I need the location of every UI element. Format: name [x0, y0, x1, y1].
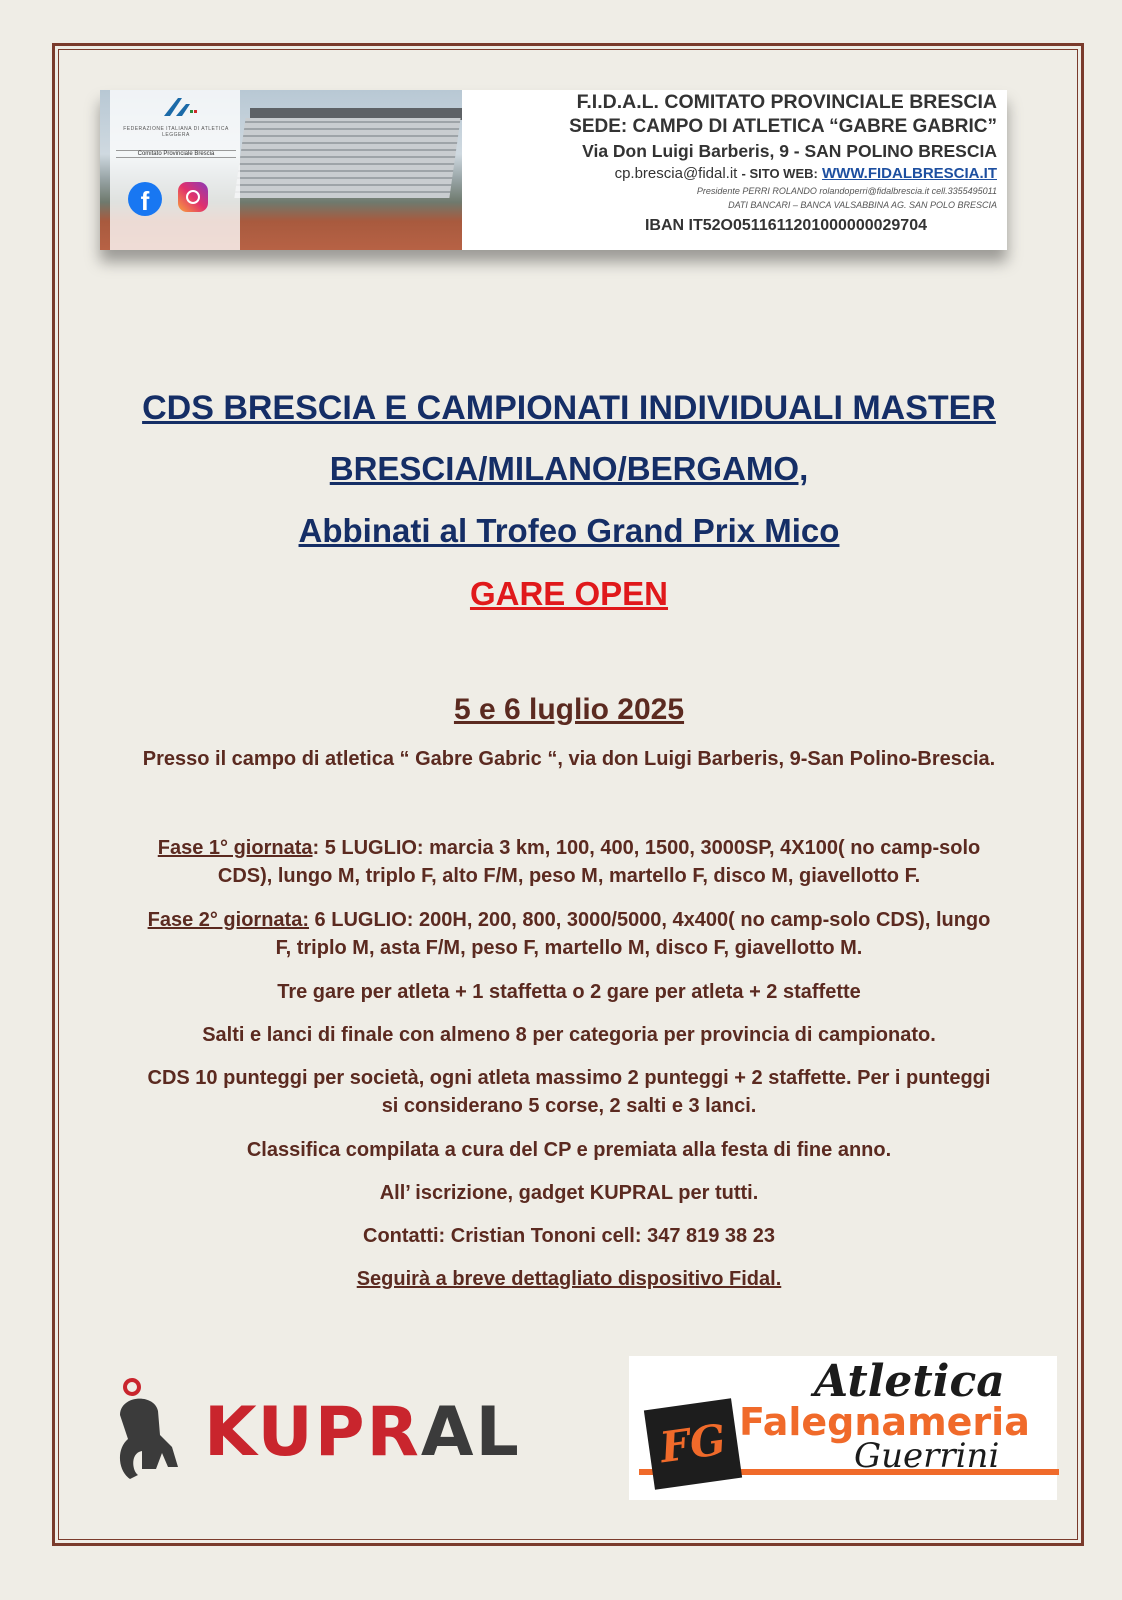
rule-4: Classifica compilata a cura del CP e premiata alla festa di fine anno. [246, 1139, 892, 1161]
fidal-logo-icon [160, 96, 200, 118]
stand [234, 118, 460, 198]
guerrini-logo [629, 1356, 1057, 1500]
rule-1: Tre gare per atleta + 1 staffetta o 2 gare per atleta + 2 staffette [277, 981, 861, 1003]
elephant-icon [112, 1375, 192, 1485]
banner-bank: DATI BANCARI – BANCA VALSABBINA AG. SAN POLO BRESCIA [728, 200, 997, 210]
kupral-part-2: AL [420, 1393, 521, 1472]
title-trophy: Abbinati al Trofeo Grand Prix Mico [298, 512, 840, 549]
banner-iban: IBAN IT52O0511611201000000029704 [644, 217, 927, 234]
venue-text: Presso il campo di atletica “ Gabre Gabric “, via don Luigi Barberis, 9-San Polino-Brescia. [142, 748, 996, 770]
rule-3b: si considerano 5 corse, 2 salti e 3 lanci. [381, 1095, 757, 1117]
day2-line-2: F, triplo M, asta F/M, peso F, martello M, disco F, giavellotto M. [275, 937, 863, 959]
title-open: GARE OPEN [469, 575, 669, 612]
federation-panel [110, 90, 240, 250]
guerrini-atletica: Atletica [814, 1356, 1005, 1407]
kupral-part-1: KUPR [204, 1393, 421, 1472]
rule-2: Salti e lanci di finale con almeno 8 per categoria per provincia di campionato. [202, 1024, 936, 1046]
title-cities: BRESCIA/MILANO/BERGAMO, [329, 450, 809, 487]
banner-line-3: Via Don Luigi Barberis, 9 - SAN POLINO BRESCIA [582, 141, 997, 161]
rule-5: All’ iscrizione, gadget KUPRAL per tutti. [379, 1182, 759, 1204]
instagram-icon[interactable] [178, 182, 208, 212]
header-banner [100, 90, 1007, 250]
facebook-icon[interactable]: f [128, 182, 162, 216]
day1-text-a: : 5 LUGLIO: marcia 3 km, 100, 400, 1500, 3000SP, 4X100( no camp-solo [312, 837, 981, 859]
inner-frame [58, 49, 1078, 1540]
site-label: - SITO WEB: [741, 166, 818, 181]
day1-line-2: CDS), lungo M, triplo F, alto F/M, peso M, martello F, disco M, giavellotto F. [217, 865, 921, 887]
guerrini-falegnameria: Falegnameria [739, 1400, 1030, 1444]
day1-label: Fase 1° giornata [157, 837, 313, 859]
rule-6: Contatti: Cristian Tononi cell: 347 819 38 23 [363, 1225, 775, 1247]
banner-president: Presidente PERRI ROLANDO rolandoperri@fidalbrescia.it cell.3355495011 [696, 186, 997, 196]
day2-text-a: 6 LUGLIO: 200H, 200, 800, 3000/5000, 4x400( no camp-solo CDS), lungo [309, 909, 991, 931]
banner-text [462, 90, 1007, 250]
federation-sub: Comitato Provinciale Brescia [116, 150, 236, 158]
stadium-photo [100, 90, 462, 250]
main-title: CDS BRESCIA E CAMPIONATI INDIVIDUALI MASTER [142, 389, 996, 427]
kupral-logo [112, 1375, 521, 1485]
guerrini-surname: Guerrini [854, 1436, 1000, 1476]
kupral-wordmark [204, 1393, 521, 1472]
day2-label: Fase 2° giornata: [147, 909, 309, 931]
event-date: 5 e 6 luglio 2025 [453, 693, 685, 726]
banner-email[interactable]: cp.brescia@fidal.it [614, 165, 738, 182]
banner-contacts [615, 165, 997, 182]
day2-line-1 [60, 907, 1078, 934]
banner-line-1: F.I.D.A.L. COMITATO PROVINCIALE BRESCIA [576, 91, 997, 113]
site-link[interactable]: WWW.FIDALBRESCIA.IT [822, 165, 997, 182]
guerrini-monogram: FG [644, 1398, 742, 1489]
banner-line-2: SEDE: CAMPO DI ATLETICA “GABRE GABRIC” [569, 116, 997, 137]
day1-line-1 [60, 835, 1078, 862]
rule-7: Seguirà a breve dettagliato dispositivo Fidal. [356, 1268, 782, 1290]
federation-text: FEDERAZIONE ITALIANA DI ATLETICA LEGGERA [123, 126, 229, 138]
rule-3a: CDS 10 punteggi per società, ogni atleta massimo 2 punteggi + 2 staffette. Per i punteggi [147, 1067, 991, 1089]
